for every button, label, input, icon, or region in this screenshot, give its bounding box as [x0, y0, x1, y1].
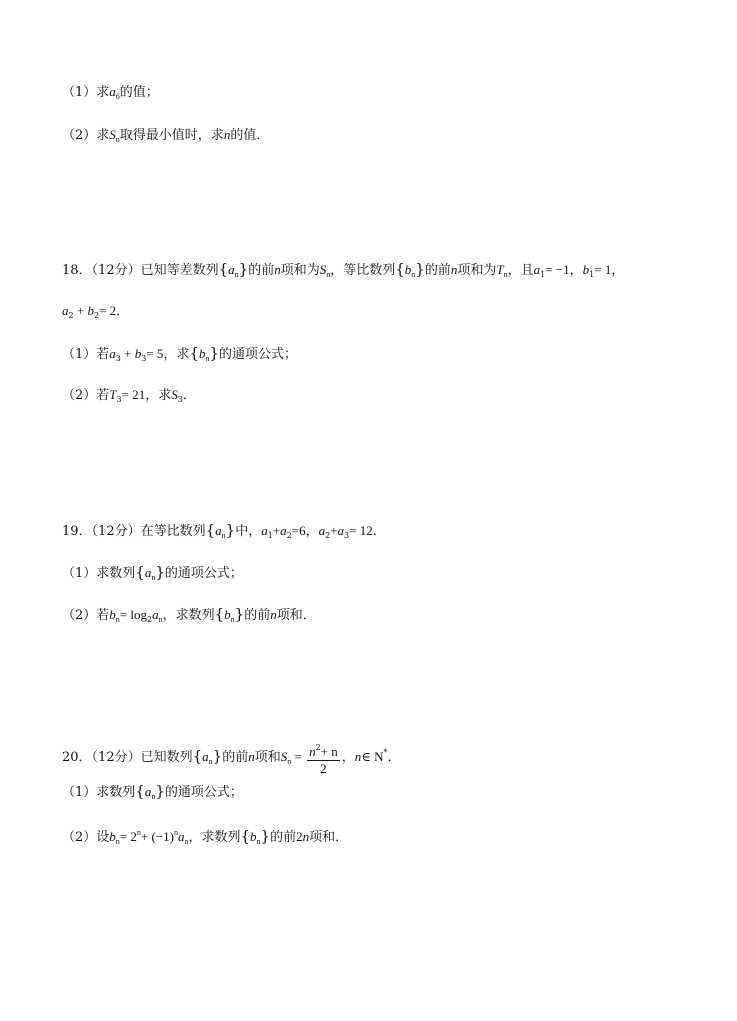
q19-part1: （1）求数列$\{a_n\}$的通项公式；	[62, 563, 243, 582]
q17-part2: （2）求$S_n$取得最小值时，求n的值．	[62, 127, 270, 144]
q20-part2: （2）设$b_n= 2^n+ (-1)^na_n$，求数列$\{b_n\}$的前2n项和．	[62, 827, 349, 846]
q18-part2: （2）若$T_3= 21$，求$S_3$．	[62, 387, 196, 404]
question-number: 20．	[62, 750, 92, 765]
q18-stem-line2: $a_2 + b_2= 2$．	[62, 303, 130, 320]
q20-part1: （1）求数列$\{a_n\}$的通项公式；	[62, 782, 243, 801]
question-number: 19．	[62, 524, 92, 539]
q17-part1: （1）求$a_6$的值；	[62, 84, 159, 101]
q19-part2: （2）若$b_n= \log_2a_n$，求数列$\{b_n\}$的前n项和．	[62, 605, 316, 624]
fraction: $\frac{n^2+ n}{2}$	[307, 740, 340, 776]
q20-stem: 20．（12分）已知数列$\{a_n\}$的前n项和$S_n$ = $\frac{n^2+ n}{2}$ ，n∈ N*．	[62, 738, 401, 777]
q19-stem: 19．（12分）在等比数列$\{a_n\}$中，$a_1+a_2=6$，$a_2+a_3= 12$．	[62, 521, 386, 540]
q18-stem-line1: 18．（12分）已知等差数列$\{a_n\}$的前n项和为$S_n$，等比数列$\{b_n\}$的前n项和为$T_n$，且$a_1= -1$，$b_1= 1$，	[62, 260, 625, 279]
q18-part1: （1）若$a_3 + b_3= 5$，求$\{b_n\}$的通项公式；	[62, 344, 298, 363]
question-number: 18．	[62, 263, 92, 278]
question-score: （12分）	[91, 524, 141, 539]
question-score: （12分）	[91, 263, 141, 278]
question-score: （12分）	[91, 750, 141, 765]
